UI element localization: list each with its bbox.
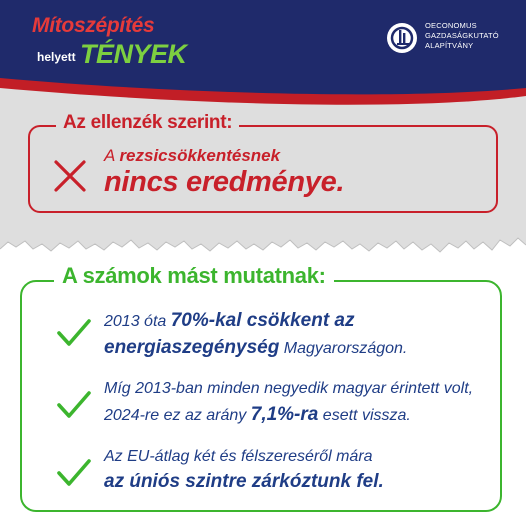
oeconomus-logo-icon bbox=[386, 22, 418, 54]
fact-1-text-b: Magyarországon. bbox=[279, 340, 408, 357]
claim-title: Az ellenzék szerint: bbox=[56, 112, 239, 134]
fact-1-highlight: 70%-kal csökkent az bbox=[170, 310, 355, 331]
org-line-3: ALAPÍTVÁNY bbox=[425, 41, 474, 50]
fact-item-2-line-1: Míg 2013-ban minden negyedik magyar érintett volt, bbox=[104, 380, 474, 397]
fact-1-text-a: 2013 óta bbox=[104, 313, 171, 330]
fact-2-highlight: 7,1%-ra bbox=[250, 404, 319, 425]
claim-line-2: nincs eredménye. bbox=[104, 166, 345, 198]
fact-item-3-line-2 bbox=[104, 471, 384, 494]
instead-label: helyett bbox=[37, 50, 76, 64]
org-line-2: GAZDASÁGKUTATÓ bbox=[425, 31, 499, 40]
fact-3-highlight: az úniós szintre zárkóztunk fel. bbox=[104, 471, 384, 492]
checkmark-icon bbox=[56, 458, 92, 488]
claim-line-1-bold: rezsicsökkentésnek bbox=[119, 146, 281, 165]
fact-1-highlight-2: energiaszegénység bbox=[104, 337, 280, 358]
header bbox=[0, 0, 526, 110]
org-line-1: OECONOMUS bbox=[425, 21, 477, 30]
facts-label: TÉNYEK bbox=[80, 39, 187, 69]
claim-line-1-prefix: A bbox=[104, 146, 120, 165]
facts-title: A számok mást mutatnak: bbox=[54, 263, 334, 289]
organization-name bbox=[425, 21, 499, 51]
fact-2-text-b: esett vissza. bbox=[318, 407, 411, 424]
fact-2-text-a: 2024-re ez az arány bbox=[104, 407, 251, 424]
fact-item-2-line-2 bbox=[104, 404, 411, 427]
fact-item-1-line-2 bbox=[104, 337, 407, 360]
checkmark-icon bbox=[56, 318, 92, 348]
fact-item-3-line-1: Az EU-átlag két és félszereséről mára bbox=[104, 448, 373, 465]
claim-line-1 bbox=[104, 146, 280, 166]
checkmark-icon bbox=[56, 390, 92, 420]
x-mark-icon bbox=[52, 158, 88, 194]
fact-item-1-line-1 bbox=[104, 310, 355, 333]
myth-label: Mítoszépítés bbox=[32, 14, 155, 37]
